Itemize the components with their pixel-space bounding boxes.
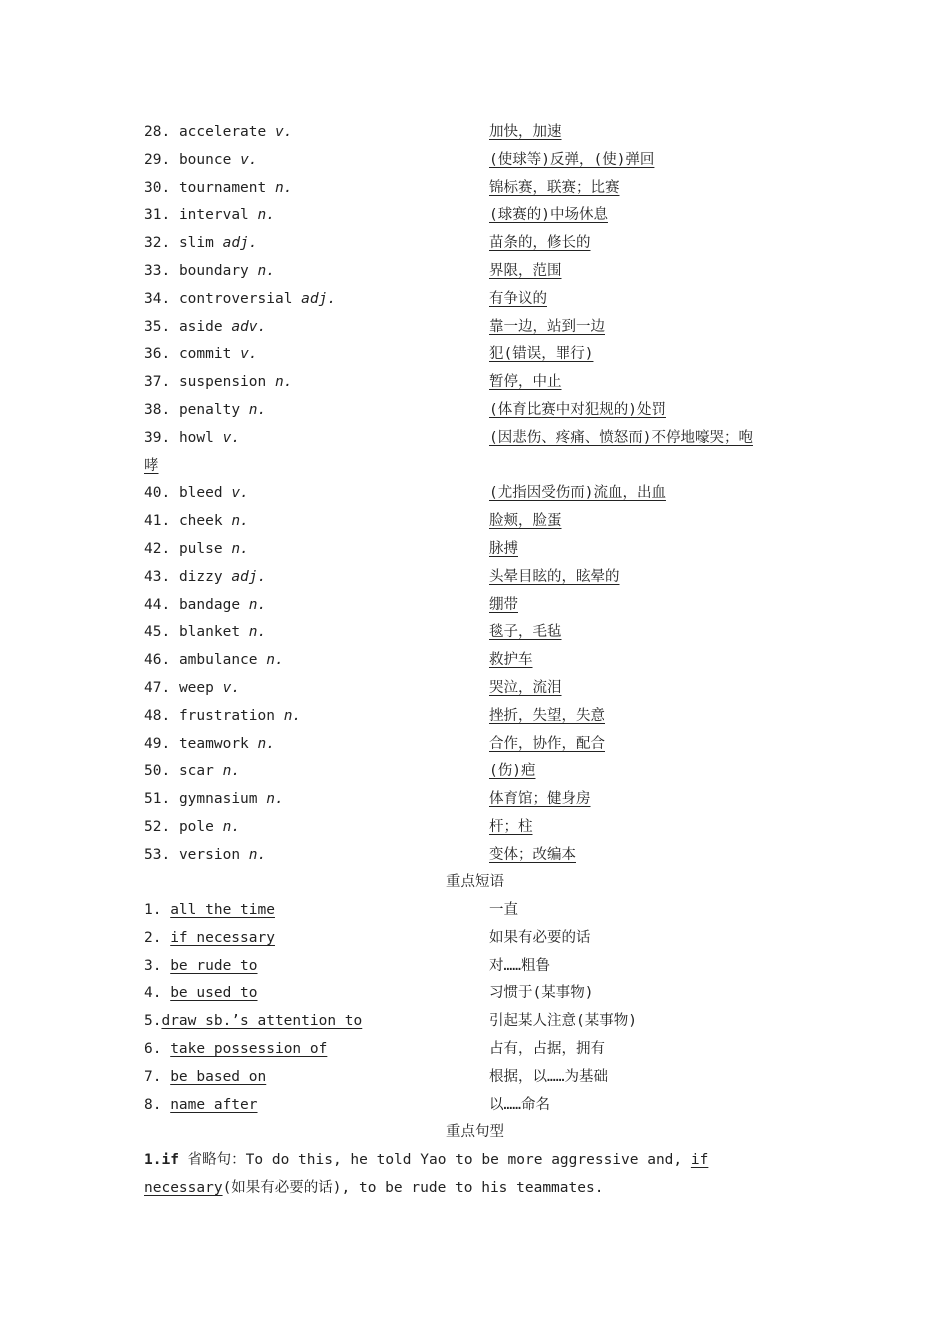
vocab-term [144, 257, 275, 285]
vocab-number: 33. [144, 263, 171, 279]
vocab-part-of-speech: n. [248, 402, 267, 418]
vocab-row [144, 507, 814, 535]
vocab-number: 46. [144, 652, 171, 669]
vocab-meaning: 界限，范围 [489, 263, 562, 279]
vocab-meaning: 有争议的 [489, 290, 547, 307]
vocab-number: 43. [144, 568, 171, 585]
phrase-meaning: 占有，占据，拥有 [489, 1041, 605, 1057]
vocab-term [144, 424, 240, 452]
phrase-row [144, 1035, 814, 1063]
vocab-row [144, 646, 814, 674]
vocab-number: 40. [144, 485, 171, 502]
vocab-word: bounce [178, 151, 232, 168]
vocab-number: 29. [144, 151, 171, 168]
vocab-word: interval [178, 207, 249, 224]
vocab-row [144, 201, 814, 229]
vocab-word: aside [178, 318, 223, 335]
vocab-word: blanket [178, 624, 241, 641]
vocab-part-of-speech: n. [274, 179, 293, 196]
vocab-term [144, 285, 336, 313]
vocab-word: bleed [178, 485, 223, 502]
vocab-number: 35. [144, 318, 171, 335]
vocab-word: boundary [178, 263, 249, 279]
vocab-part-of-speech: n. [274, 374, 293, 391]
vocab-term [144, 507, 249, 535]
vocab-term [144, 757, 240, 785]
phrase-term [144, 896, 275, 924]
vocab-number: 42. [144, 541, 171, 557]
vocab-row [144, 730, 814, 758]
phrase-number: 2. [144, 929, 162, 946]
vocab-word: howl [178, 429, 214, 446]
vocab-meaning: 靠一边，站到一边 [489, 318, 605, 335]
vocab-row [144, 229, 814, 257]
phrase-row [144, 1063, 814, 1091]
vocab-part-of-speech: n. [222, 819, 241, 835]
vocab-row [144, 118, 814, 146]
vocab-term [144, 591, 266, 619]
vocab-part-of-speech: n. [248, 624, 267, 641]
phrase-number: 1. [144, 902, 162, 918]
vocab-number: 31. [144, 207, 171, 224]
phrase-text: be used to [170, 985, 258, 1002]
vocab-part-of-speech: v. [274, 124, 293, 140]
phrase-text: take possession of [170, 1041, 328, 1057]
vocab-row [144, 702, 814, 730]
vocab-row [144, 257, 814, 285]
vocab-part-of-speech: n. [257, 207, 275, 224]
vocab-row [144, 479, 814, 507]
phrase-text: if necessary [170, 929, 275, 946]
vocab-part-of-speech: v. [240, 151, 258, 168]
vocab-meaning: (尤指因受伤而)流血，出血 [489, 485, 666, 502]
vocab-number: 48. [144, 707, 171, 724]
vocab-part-of-speech: n. [283, 707, 302, 724]
vocab-word: version [178, 846, 241, 863]
vocab-number: 34. [144, 290, 171, 307]
phrase-row [144, 1091, 814, 1119]
vocab-part-of-speech: n. [248, 846, 267, 863]
key-sentence [144, 1146, 809, 1202]
phrase-text: draw sb.’s attention to [161, 1013, 363, 1030]
vocab-meaning: 变体；改编本 [489, 846, 576, 863]
vocab-meaning: 苗条的，修长的 [489, 235, 591, 252]
vocab-term [144, 174, 292, 202]
phrase-term [144, 1035, 327, 1063]
sentence-text-after: (如果有必要的话), to be rude to his teammates. [222, 1180, 604, 1196]
vocab-row [144, 841, 814, 869]
vocab-part-of-speech: v. [222, 680, 241, 696]
vocab-number: 36. [144, 346, 171, 363]
vocab-term [144, 702, 301, 730]
phrase-text: be rude to [170, 957, 258, 974]
vocab-word: scar [178, 763, 214, 780]
vocab-part-of-speech: adj. [231, 568, 267, 585]
phrase-meaning: 习惯于(某事物) [489, 985, 594, 1002]
vocab-number: 37. [144, 374, 171, 391]
vocab-part-of-speech: adv. [231, 318, 267, 335]
vocab-part-of-speech: n. [231, 541, 249, 557]
vocab-meaning: 犯(错误，罪行) [489, 346, 594, 363]
vocab-meaning: 杆；柱 [489, 819, 533, 835]
vocab-row [144, 591, 814, 619]
vocab-term [144, 813, 240, 841]
vocab-word: pulse [178, 541, 223, 557]
vocab-part-of-speech: n. [222, 763, 241, 780]
vocab-row [144, 813, 814, 841]
vocab-number: 49. [144, 735, 171, 752]
vocab-word: ambulance [178, 652, 258, 669]
phrase-term [144, 1063, 266, 1091]
vocab-term [144, 479, 249, 507]
vocab-meaning: 脸颊，脸蛋 [489, 513, 562, 530]
vocab-part-of-speech: n. [257, 263, 275, 279]
vocab-term [144, 201, 275, 229]
vocab-part-of-speech: v. [240, 346, 258, 363]
vocab-meaning: (体育比赛中对犯规的)处罚 [489, 402, 666, 418]
sentence-label: 1.if [144, 1152, 179, 1168]
phrase-number: 6. [144, 1041, 162, 1057]
vocab-term [144, 535, 249, 563]
vocab-meaning: (伤)疤 [489, 763, 536, 780]
vocab-word: accelerate [178, 124, 267, 140]
vocab-part-of-speech: n. [248, 596, 267, 613]
vocab-term [144, 646, 284, 674]
phrase-term [144, 952, 258, 980]
phrase-number: 3. [144, 957, 162, 974]
phrase-text: all the time [170, 902, 275, 918]
vocab-row [144, 368, 814, 396]
vocab-term [144, 368, 292, 396]
vocab-part-of-speech: v. [231, 485, 249, 502]
vocab-meaning-continuation: 哮 [144, 457, 159, 474]
phrase-number: 4. [144, 985, 162, 1002]
vocab-term [144, 674, 240, 702]
vocab-part-of-speech: n. [257, 735, 275, 752]
vocab-word: slim [178, 235, 214, 252]
vocab-word: controversial [178, 290, 293, 307]
vocab-row [144, 757, 814, 785]
vocab-meaning: (使球等)反弹，(使)弹回 [489, 151, 655, 168]
vocab-term [144, 785, 284, 813]
vocab-part-of-speech: v. [222, 429, 241, 446]
vocab-word: suspension [178, 374, 267, 391]
vocab-row [144, 285, 814, 313]
vocab-word: dizzy [178, 568, 223, 585]
phrase-meaning: 一直 [489, 902, 518, 918]
phrase-number: 7. [144, 1068, 162, 1085]
vocab-number: 50. [144, 763, 171, 780]
vocab-number: 53. [144, 846, 171, 863]
vocab-word: bandage [178, 596, 241, 613]
phrase-number: 8. [144, 1096, 162, 1113]
vocab-term [144, 841, 266, 869]
vocab-number: 28. [144, 124, 171, 140]
vocab-word: tournament [178, 179, 267, 196]
phrase-text: be based on [170, 1068, 267, 1085]
vocab-meaning: 暂停，中止 [489, 374, 562, 391]
vocab-row [144, 340, 814, 368]
vocab-part-of-speech: n. [266, 652, 284, 669]
vocab-part-of-speech: adj. [301, 290, 337, 307]
phrase-row [144, 952, 814, 980]
phrase-row [144, 979, 814, 1007]
sentence-text-before: To do this, he told Yao to be more aggressive and, [245, 1152, 683, 1168]
vocab-meaning: 挫折，失望，失意 [489, 707, 605, 724]
vocab-row [144, 618, 814, 646]
vocab-term [144, 229, 258, 257]
vocab-row [144, 563, 814, 591]
phrase-meaning: 对……粗鲁 [489, 957, 550, 974]
phrase-meaning: 根据，以……为基础 [489, 1068, 608, 1085]
sentences-heading: 重点句型 [446, 1124, 504, 1140]
phrase-row [144, 896, 814, 924]
phrase-row [144, 1007, 814, 1035]
vocab-word: gymnasium [178, 791, 258, 808]
vocab-word: cheek [178, 513, 223, 530]
sentence-label-rest: 省略句： [187, 1152, 246, 1168]
vocab-meaning: 合作，协作，配合 [489, 735, 605, 752]
vocab-row [144, 674, 814, 702]
vocab-word: teamwork [178, 735, 249, 752]
vocab-meaning: 毯子，毛毡 [489, 624, 562, 641]
vocab-term [144, 396, 266, 424]
vocab-row [144, 174, 814, 202]
phrase-term [144, 924, 275, 952]
vocab-number: 45. [144, 624, 171, 641]
vocab-row [144, 424, 814, 452]
vocab-word: commit [178, 346, 232, 363]
phrase-meaning: 以……命名 [489, 1096, 550, 1113]
vocab-meaning: (球赛的)中场休息 [489, 207, 608, 224]
phrase-text: name after [170, 1096, 258, 1113]
vocab-term [144, 618, 266, 646]
vocab-row [144, 396, 814, 424]
vocab-number: 38. [144, 402, 171, 418]
phrase-meaning: 如果有必要的话 [489, 929, 591, 946]
vocab-number: 32. [144, 235, 171, 252]
sentence-underlined: if necessary [144, 1152, 709, 1196]
vocab-meaning: 救护车 [489, 652, 533, 669]
vocab-part-of-speech: n. [266, 791, 284, 808]
vocab-number: 44. [144, 596, 171, 613]
phrase-row [144, 924, 814, 952]
vocab-word: penalty [178, 402, 241, 418]
vocab-term [144, 313, 266, 341]
vocab-meaning: 脉搏 [489, 541, 518, 557]
vocab-number: 47. [144, 680, 171, 696]
vocab-term [144, 563, 266, 591]
vocab-part-of-speech: n. [231, 513, 249, 530]
vocab-meaning: 哭泣，流泪 [489, 680, 562, 696]
vocab-meaning: 绷带 [489, 596, 518, 613]
vocab-word: weep [178, 680, 214, 696]
vocab-number: 51. [144, 791, 171, 808]
vocab-word: frustration [178, 707, 275, 724]
vocab-number: 39. [144, 429, 171, 446]
vocab-meaning: 体育馆；健身房 [489, 791, 591, 808]
vocab-number: 41. [144, 513, 171, 530]
vocab-meaning: 锦标赛，联赛；比赛 [489, 179, 620, 196]
vocab-part-of-speech: adj. [222, 235, 258, 252]
vocab-row [144, 313, 814, 341]
phrase-meaning: 引起某人注意(某事物) [489, 1013, 637, 1030]
phrase-term [144, 979, 258, 1007]
phrase-term [144, 1007, 362, 1035]
vocab-row [144, 535, 814, 563]
vocab-row [144, 146, 814, 174]
vocab-term [144, 146, 258, 174]
vocab-number: 30. [144, 179, 171, 196]
phrases-heading: 重点短语 [446, 874, 504, 890]
vocab-meaning: (因悲伤、疼痛、愤怒而)不停地嚎哭；咆 [489, 429, 753, 446]
vocab-meaning: 头晕目眩的，眩晕的 [489, 568, 620, 585]
phrase-number: 5. [144, 1013, 162, 1030]
vocab-meaning: 加快，加速 [489, 124, 562, 140]
vocab-row [144, 785, 814, 813]
vocab-word: pole [178, 819, 214, 835]
vocab-term [144, 730, 275, 758]
vocab-term [144, 340, 258, 368]
phrase-term [144, 1091, 258, 1119]
vocab-term [144, 118, 292, 146]
vocab-number: 52. [144, 819, 171, 835]
